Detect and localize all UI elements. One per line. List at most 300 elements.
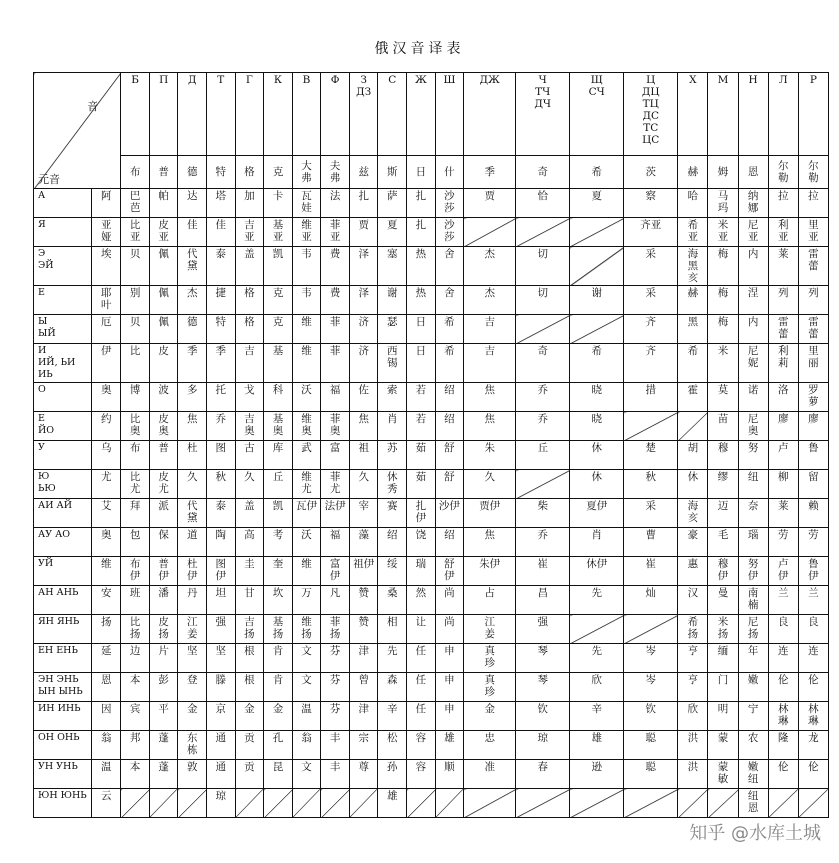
- syllable-cell: 龙: [798, 731, 828, 760]
- initial-cell: 季: [464, 156, 516, 189]
- syllable-cell: 莱: [768, 247, 798, 286]
- vowel-syllable-cell: 尤: [92, 470, 121, 499]
- syllable-cell: 马 玛: [708, 189, 738, 218]
- syllable-cell: 道: [178, 528, 207, 557]
- syllable-cell: 金: [178, 702, 207, 731]
- empty-cell: [516, 789, 570, 818]
- consonant-header: Г: [235, 73, 264, 156]
- syllable-cell: 夏伊: [570, 499, 624, 528]
- syllable-cell: 然: [407, 586, 436, 615]
- syllable-cell: 真 珍: [464, 673, 516, 702]
- syllable-cell: 江 姜: [178, 615, 207, 644]
- syllable-cell: 皮 奥: [149, 412, 178, 441]
- syllable-cell: 让: [407, 615, 436, 644]
- syllable-cell: 贡: [235, 731, 264, 760]
- syllable-cell: 米: [708, 344, 738, 383]
- syllable-cell: 夏: [378, 218, 407, 247]
- syllable-cell: 涅: [738, 286, 768, 315]
- syllable-cell: 灿: [624, 586, 678, 615]
- syllable-cell: 申: [435, 702, 464, 731]
- empty-cell: [435, 789, 464, 818]
- initial-cell: 赫: [678, 156, 708, 189]
- syllable-cell: 文: [292, 644, 321, 673]
- syllable-cell: 焦: [464, 412, 516, 441]
- syllable-cell: 达: [178, 189, 207, 218]
- syllable-cell: 佳: [178, 218, 207, 247]
- vowel-syllable-cell: 因: [92, 702, 121, 731]
- syllable-cell: 琴: [516, 673, 570, 702]
- syllable-cell: 鲁 伊: [798, 557, 828, 586]
- syllable-cell: 柴: [516, 499, 570, 528]
- syllable-cell: 本: [121, 760, 150, 789]
- syllable-cell: 费: [321, 247, 350, 286]
- vowel-cell: Ы ЫЙ: [34, 315, 92, 344]
- syllable-cell: 肯: [264, 673, 293, 702]
- syllable-cell: 拉: [798, 189, 828, 218]
- syllable-cell: 金: [464, 702, 516, 731]
- syllable-cell: 亨: [678, 673, 708, 702]
- syllable-cell: 乔: [516, 383, 570, 412]
- syllable-cell: 维 扬: [292, 615, 321, 644]
- syllable-cell: 吉: [464, 315, 516, 344]
- syllable-cell: 久: [178, 470, 207, 499]
- syllable-cell: 帕: [149, 189, 178, 218]
- syllable-cell: 福: [321, 383, 350, 412]
- syllable-cell: 莱: [768, 499, 798, 528]
- initial-cell: 姆: [708, 156, 738, 189]
- syllable-cell: 杰: [464, 247, 516, 286]
- vowel-syllable-cell: 云: [92, 789, 121, 818]
- table-row: [34, 189, 829, 218]
- syllable-cell: 法: [321, 189, 350, 218]
- syllable-cell: 凯: [264, 499, 293, 528]
- syllable-cell: 任: [407, 644, 436, 673]
- vowel-syllable-cell: 奥: [92, 383, 121, 412]
- syllable-cell: 瓦伊: [292, 499, 321, 528]
- syllable-cell: 毛: [708, 528, 738, 557]
- vowel-cell: ЯН ЯНЬ: [34, 615, 92, 644]
- initial-cell: 格: [235, 156, 264, 189]
- syllable-cell: 法伊: [321, 499, 350, 528]
- syllable-cell: 菲: [321, 344, 350, 383]
- syllable-cell: 秋: [624, 470, 678, 499]
- syllable-cell: 嫩: [738, 673, 768, 702]
- table-row: [34, 789, 829, 818]
- syllable-cell: 绍: [435, 412, 464, 441]
- syllable-cell: 里 丽: [798, 344, 828, 383]
- syllable-cell: 晓: [570, 412, 624, 441]
- empty-cell: [798, 789, 828, 818]
- syllable-cell: 卢 伊: [768, 557, 798, 586]
- syllable-cell: 迈: [708, 499, 738, 528]
- consonant-header: Ц ДЦ ТЦ ДС ТС ЦС: [624, 73, 678, 156]
- syllable-cell: 托: [207, 383, 236, 412]
- syllable-cell: 滕: [207, 673, 236, 702]
- syllable-cell: 佐: [349, 383, 378, 412]
- consonant-header: ДЖ: [464, 73, 516, 156]
- vowel-cell: ЮН ЮНЬ: [34, 789, 92, 818]
- empty-cell: [768, 789, 798, 818]
- initial-cell: 普: [149, 156, 178, 189]
- syllable-cell: 吉 奥: [235, 412, 264, 441]
- syllable-cell: 尚: [435, 615, 464, 644]
- syllable-cell: 芬: [321, 644, 350, 673]
- vowel-cell: Е ЙО: [34, 412, 92, 441]
- syllable-cell: 博: [121, 383, 150, 412]
- syllable-cell: 图 伊: [207, 557, 236, 586]
- syllable-cell: 菲 尤: [321, 470, 350, 499]
- empty-cell: [570, 247, 624, 286]
- vowel-cell: Е: [34, 286, 92, 315]
- syllable-cell: 欣: [570, 673, 624, 702]
- syllable-cell: 代 黛: [178, 499, 207, 528]
- syllable-cell: 沃: [292, 528, 321, 557]
- empty-cell: [624, 789, 678, 818]
- syllable-cell: 费: [321, 286, 350, 315]
- vowel-cell: И ИЙ, ЬИ ИЬ: [34, 344, 92, 383]
- transliteration-table: [33, 72, 829, 818]
- syllable-cell: 济: [349, 315, 378, 344]
- syllable-cell: 库: [264, 441, 293, 470]
- syllable-cell: 根: [235, 673, 264, 702]
- syllable-cell: 文: [292, 760, 321, 789]
- syllable-cell: 舍: [435, 286, 464, 315]
- vowel-cell: ЭН ЭНЬ ЫН ЫНЬ: [34, 673, 92, 702]
- syllable-cell: 圭: [235, 557, 264, 586]
- syllable-cell: 聪: [624, 731, 678, 760]
- syllable-cell: 佩: [149, 286, 178, 315]
- syllable-cell: 任: [407, 673, 436, 702]
- syllable-cell: 廖: [798, 412, 828, 441]
- syllable-cell: 皮 亚: [149, 218, 178, 247]
- syllable-cell: 努: [738, 441, 768, 470]
- syllable-cell: 贝: [121, 315, 150, 344]
- syllable-cell: 雄: [435, 731, 464, 760]
- consonant-header: Р: [798, 73, 828, 156]
- syllable-cell: 瑞: [407, 557, 436, 586]
- table-row: [34, 344, 829, 383]
- syllable-cell: 沃: [292, 383, 321, 412]
- syllable-cell: 济: [349, 344, 378, 383]
- table-row: [34, 760, 829, 789]
- syllable-cell: 尼 亚: [738, 218, 768, 247]
- syllable-cell: 贡: [235, 760, 264, 789]
- syllable-cell: 坦: [207, 586, 236, 615]
- syllable-cell: 琼: [516, 731, 570, 760]
- syllable-cell: 宗: [349, 731, 378, 760]
- syllable-cell: 赫: [678, 286, 708, 315]
- syllable-cell: 梅: [708, 286, 738, 315]
- consonant-header: Д: [178, 73, 207, 156]
- syllable-cell: 利 莉: [768, 344, 798, 383]
- table-row: [34, 499, 829, 528]
- syllable-cell: 乔: [207, 412, 236, 441]
- syllable-cell: 诺: [738, 383, 768, 412]
- empty-cell: [678, 412, 708, 441]
- syllable-cell: 基 扬: [264, 615, 293, 644]
- syllable-cell: 热: [407, 247, 436, 286]
- syllable-cell: 若: [407, 412, 436, 441]
- initial-cell: 德: [178, 156, 207, 189]
- syllable-cell: 根: [235, 644, 264, 673]
- syllable-cell: 休: [570, 470, 624, 499]
- syllable-cell: 辛: [570, 702, 624, 731]
- syllable-cell: 坎: [264, 586, 293, 615]
- syllable-cell: 肖: [570, 528, 624, 557]
- syllable-cell: 切: [516, 247, 570, 286]
- vowel-cell: АН АНЬ: [34, 586, 92, 615]
- syllable-cell: 沙伊: [435, 499, 464, 528]
- syllable-cell: 杰: [464, 286, 516, 315]
- syllable-cell: 比 扬: [121, 615, 150, 644]
- corner-consonant-label: 音: [87, 100, 99, 113]
- syllable-cell: 焦: [464, 528, 516, 557]
- syllable-cell: 汉: [678, 586, 708, 615]
- table-row: [34, 673, 829, 702]
- vowel-cell: ЕН ЕНЬ: [34, 644, 92, 673]
- syllable-cell: 岑: [624, 644, 678, 673]
- syllable-cell: 崔: [624, 557, 678, 586]
- syllable-cell: 逊: [570, 760, 624, 789]
- vowel-syllable-cell: 亚 娅: [92, 218, 121, 247]
- syllable-cell: 波: [149, 383, 178, 412]
- initial-cell: 什: [435, 156, 464, 189]
- empty-cell: [178, 789, 207, 818]
- syllable-cell: 塔: [207, 189, 236, 218]
- syllable-cell: 谢: [570, 286, 624, 315]
- syllable-cell: 片: [149, 644, 178, 673]
- syllable-cell: 皮 尤: [149, 470, 178, 499]
- consonant-header: Т: [207, 73, 236, 156]
- vowel-syllable-cell: 耶 叶: [92, 286, 121, 315]
- syllable-cell: 廖: [768, 412, 798, 441]
- syllable-cell: 别: [121, 286, 150, 315]
- syllable-cell: 奇: [516, 344, 570, 383]
- initial-row: [34, 156, 829, 189]
- syllable-cell: 农: [738, 731, 768, 760]
- syllable-cell: 纽: [738, 470, 768, 499]
- consonant-header: Ж: [407, 73, 436, 156]
- consonant-header: Ф: [321, 73, 350, 156]
- syllable-cell: 泰: [207, 247, 236, 286]
- vowel-syllable-cell: 约: [92, 412, 121, 441]
- syllable-cell: 钦: [516, 702, 570, 731]
- syllable-cell: 蒙 敏: [708, 760, 738, 789]
- syllable-cell: 休: [678, 470, 708, 499]
- vowel-syllable-cell: 厄: [92, 315, 121, 344]
- syllable-cell: 敦: [178, 760, 207, 789]
- vowel-cell: А: [34, 189, 92, 218]
- syllable-cell: 松: [378, 731, 407, 760]
- table-row: [34, 412, 829, 441]
- vowel-syllable-cell: 埃: [92, 247, 121, 286]
- consonant-header: Н: [738, 73, 768, 156]
- syllable-cell: 克: [264, 286, 293, 315]
- syllable-cell: 基: [264, 344, 293, 383]
- vowel-syllable-cell: 艾: [92, 499, 121, 528]
- syllable-cell: 先: [570, 586, 624, 615]
- syllable-cell: 尊: [349, 760, 378, 789]
- vowel-syllable-cell: 伊: [92, 344, 121, 383]
- syllable-cell: 桑: [378, 586, 407, 615]
- table-row: [34, 383, 829, 412]
- syllable-cell: 基 奥: [264, 412, 293, 441]
- syllable-cell: 雄: [570, 731, 624, 760]
- syllable-cell: 亨: [678, 644, 708, 673]
- page-title: 俄汉音译表: [374, 41, 465, 57]
- syllable-cell: 采: [624, 499, 678, 528]
- syllable-cell: 杜: [178, 441, 207, 470]
- syllable-cell: 甘: [235, 586, 264, 615]
- syllable-cell: 南 楠: [738, 586, 768, 615]
- syllable-cell: 赞: [349, 586, 378, 615]
- syllable-cell: 焦: [178, 412, 207, 441]
- syllable-cell: 休伊: [570, 557, 624, 586]
- syllable-cell: 希: [678, 344, 708, 383]
- empty-cell: [464, 218, 516, 247]
- syllable-cell: 兰: [768, 586, 798, 615]
- syllable-cell: 里 亚: [798, 218, 828, 247]
- syllable-cell: 连: [798, 644, 828, 673]
- syllable-cell: 久: [464, 470, 516, 499]
- empty-cell: [464, 789, 516, 818]
- syllable-cell: 尼 扬: [738, 615, 768, 644]
- syllable-cell: 福: [321, 528, 350, 557]
- empty-cell: [407, 789, 436, 818]
- syllable-cell: 霍: [678, 383, 708, 412]
- syllable-cell: 保: [149, 528, 178, 557]
- syllable-cell: 扎: [407, 189, 436, 218]
- table-row: [34, 470, 829, 499]
- syllable-cell: 津: [349, 644, 378, 673]
- consonant-header-row: [34, 73, 829, 156]
- syllable-cell: 内: [738, 247, 768, 286]
- syllable-cell: 舒 伊: [435, 557, 464, 586]
- syllable-cell: 穆 伊: [708, 557, 738, 586]
- table-row: [34, 528, 829, 557]
- syllable-cell: 纳 娜: [738, 189, 768, 218]
- syllable-cell: 菲: [321, 315, 350, 344]
- syllable-cell: 奈: [738, 499, 768, 528]
- consonant-header: Ш: [435, 73, 464, 156]
- table-row: [34, 557, 829, 586]
- syllable-cell: 贝: [121, 247, 150, 286]
- syllable-cell: 维: [292, 315, 321, 344]
- syllable-cell: 边: [121, 644, 150, 673]
- syllable-cell: 派: [149, 499, 178, 528]
- consonant-header: Л: [768, 73, 798, 156]
- syllable-cell: 吉 扬: [235, 615, 264, 644]
- syllable-cell: 曾: [349, 673, 378, 702]
- table-row: [34, 247, 829, 286]
- syllable-cell: 先: [570, 644, 624, 673]
- syllable-cell: 希: [435, 315, 464, 344]
- syllable-cell: 扎 伊: [407, 499, 436, 528]
- vowel-syllable-cell: 扬: [92, 615, 121, 644]
- vowel-syllable-cell: 安: [92, 586, 121, 615]
- syllable-cell: 富 伊: [321, 557, 350, 586]
- syllable-cell: 潘: [149, 586, 178, 615]
- vowel-syllable-cell: 延: [92, 644, 121, 673]
- table-row: [34, 441, 829, 470]
- syllable-cell: 温: [292, 702, 321, 731]
- initial-cell: 夫 弗: [321, 156, 350, 189]
- syllable-cell: 吉: [235, 344, 264, 383]
- syllable-cell: 久: [349, 470, 378, 499]
- initial-cell: 布: [121, 156, 150, 189]
- empty-cell: [570, 615, 624, 644]
- syllable-cell: 柳: [768, 470, 798, 499]
- syllable-cell: 考: [264, 528, 293, 557]
- empty-cell: [121, 789, 150, 818]
- syllable-cell: 申: [435, 644, 464, 673]
- table-row: [34, 644, 829, 673]
- syllable-cell: 季: [178, 344, 207, 383]
- syllable-cell: 布 伊: [121, 557, 150, 586]
- syllable-cell: 邦: [121, 731, 150, 760]
- syllable-cell: 先: [378, 644, 407, 673]
- syllable-cell: 富: [321, 441, 350, 470]
- consonant-header: С: [378, 73, 407, 156]
- vowel-syllable-cell: 奥: [92, 528, 121, 557]
- syllable-cell: 克: [264, 315, 293, 344]
- empty-cell: [292, 789, 321, 818]
- syllable-cell: 林 琳: [798, 702, 828, 731]
- syllable-cell: 梅: [708, 315, 738, 344]
- syllable-cell: 劳: [768, 528, 798, 557]
- syllable-cell: 维 尤: [292, 470, 321, 499]
- empty-cell: [708, 789, 738, 818]
- syllable-cell: 祖伊: [349, 557, 378, 586]
- syllable-cell: 比 奥: [121, 412, 150, 441]
- syllable-cell: 通: [207, 731, 236, 760]
- syllable-cell: 蓬: [149, 760, 178, 789]
- table-row: [34, 286, 829, 315]
- syllable-cell: 昆: [264, 760, 293, 789]
- syllable-cell: 留: [798, 470, 828, 499]
- syllable-cell: 宁: [738, 702, 768, 731]
- empty-cell: [678, 789, 708, 818]
- syllable-cell: 加: [235, 189, 264, 218]
- syllable-cell: 赛: [378, 499, 407, 528]
- syllable-cell: 努 伊: [738, 557, 768, 586]
- vowel-cell: Ю ЬЮ: [34, 470, 92, 499]
- syllable-cell: 尼 妮: [738, 344, 768, 383]
- empty-cell: [264, 789, 293, 818]
- syllable-cell: 兰: [798, 586, 828, 615]
- syllable-cell: 萨: [378, 189, 407, 218]
- syllable-cell: 伦: [768, 673, 798, 702]
- initial-cell: 恩: [738, 156, 768, 189]
- syllable-cell: 丘: [264, 470, 293, 499]
- vowel-cell: УН УНЬ: [34, 760, 92, 789]
- syllable-cell: 任: [407, 702, 436, 731]
- syllable-cell: 皮: [149, 344, 178, 383]
- vowel-cell: УЙ: [34, 557, 92, 586]
- syllable-cell: 绍: [435, 528, 464, 557]
- syllable-cell: 东 栋: [178, 731, 207, 760]
- initial-cell: 斯: [378, 156, 407, 189]
- syllable-cell: 金: [264, 702, 293, 731]
- syllable-cell: 辛: [378, 702, 407, 731]
- syllable-cell: 金: [235, 702, 264, 731]
- syllable-cell: 孔: [264, 731, 293, 760]
- initial-cell: 尔 勒: [768, 156, 798, 189]
- syllable-cell: 多: [178, 383, 207, 412]
- table-row: [34, 615, 829, 644]
- syllable-cell: 拉: [768, 189, 798, 218]
- syllable-cell: 齐亚: [624, 218, 678, 247]
